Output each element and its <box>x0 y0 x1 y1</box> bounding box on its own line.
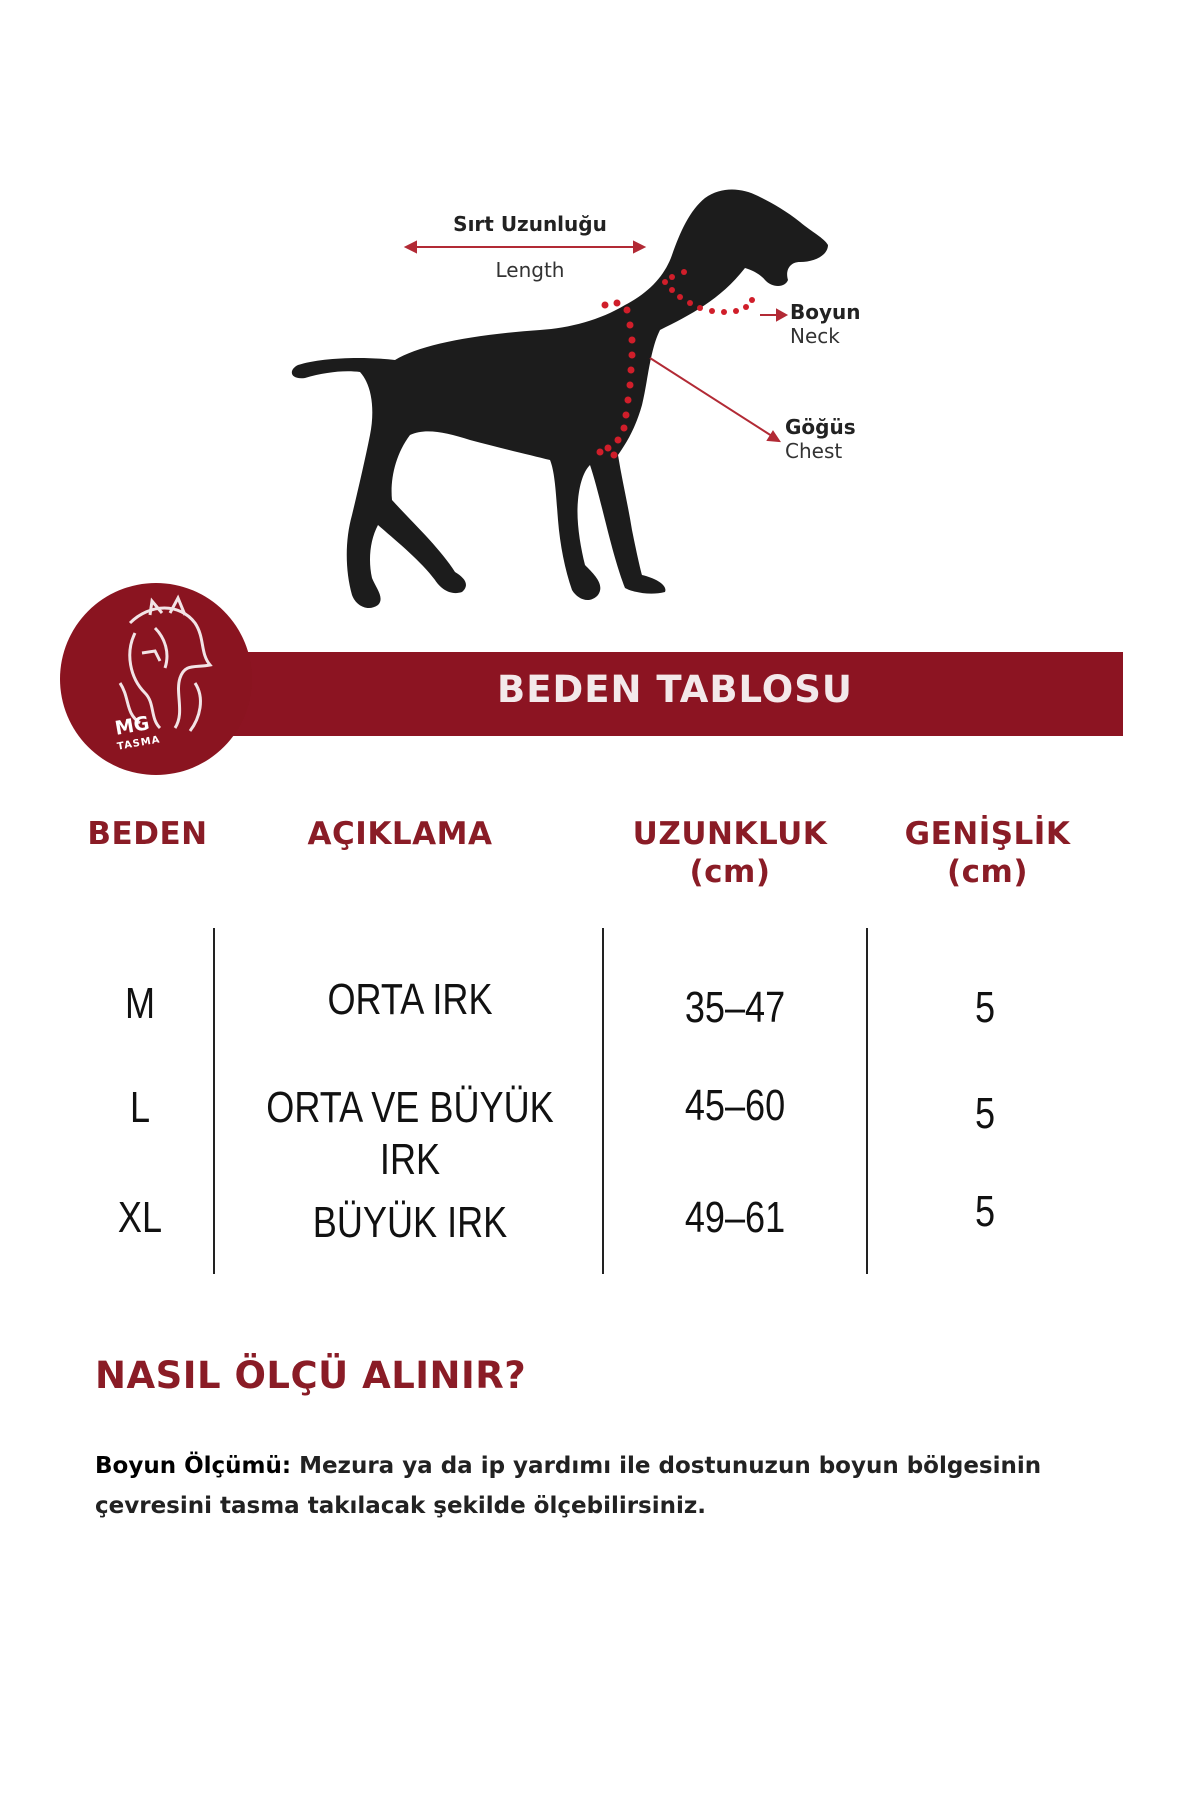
row-m-description: ORTA IRK <box>327 975 493 1024</box>
neck-label-tr: Boyun <box>790 300 861 324</box>
row-xl-size: XL <box>117 1193 163 1242</box>
size-table-banner <box>215 652 1123 736</box>
row-m-width: 5 <box>974 983 996 1032</box>
row-xl-description: BÜYÜK IRK <box>312 1198 508 1247</box>
neck-arrow <box>760 310 786 320</box>
row-m-length: 35–47 <box>684 983 786 1032</box>
logo-mg-text: MG <box>113 712 152 740</box>
header-length-line1: UZUNKLUK <box>632 816 828 852</box>
header-size: BEDEN <box>87 816 208 852</box>
brand-logo <box>60 583 252 775</box>
wolf-logo-icon <box>60 583 252 775</box>
header-length <box>625 815 835 891</box>
neck-label <box>790 300 861 348</box>
dog-measurement-diagram <box>0 0 1200 640</box>
dog-silhouette-illustration <box>0 0 1200 640</box>
neck-label-en: Neck <box>790 324 840 348</box>
row-l-width: 5 <box>974 1089 996 1138</box>
header-description: AÇIKLAMA <box>307 816 493 852</box>
logo-tasma-text: TASMA <box>116 734 162 753</box>
how-to-measure-text <box>95 1446 1135 1526</box>
row-m-size: M <box>124 979 156 1028</box>
row-xl-length: 49–61 <box>684 1193 786 1242</box>
chest-label-en: Chest <box>785 439 843 463</box>
header-width-line2: (cm) <box>946 854 1028 890</box>
length-label-en: Length <box>495 258 565 282</box>
header-length-line2: (cm) <box>689 854 771 890</box>
length-label-tr: Sırt Uzunluğu <box>453 212 607 236</box>
banner-title: BEDEN TABLOSU <box>497 668 853 711</box>
row-l-size: L <box>129 1083 151 1132</box>
row-xl-width: 5 <box>974 1187 996 1236</box>
row-l-length: 45–60 <box>684 1081 786 1130</box>
chest-label <box>785 415 856 463</box>
neck-measurement-label: Boyun Ölçümü: <box>95 1453 292 1479</box>
column-divider <box>602 928 604 1274</box>
column-divider <box>866 928 868 1274</box>
chest-arrow <box>650 358 779 441</box>
how-to-measure-title: NASIL ÖLÇÜ ALINIR? <box>95 1354 527 1397</box>
header-width-line1: GENİŞLİK <box>904 816 1071 852</box>
neck-measurement-instructions: Mezura ya da ip yardımı ile dostunuzun boyun bölgesinin çevresini tasma takılacak şekilde ölçebilirsiniz. <box>95 1453 1042 1519</box>
header-width <box>890 815 1085 891</box>
chest-label-tr: Göğüs <box>785 415 856 439</box>
length-label <box>430 212 630 282</box>
column-divider <box>213 928 215 1274</box>
row-l-description: ORTA VE BÜYÜK IRK <box>266 1083 554 1184</box>
